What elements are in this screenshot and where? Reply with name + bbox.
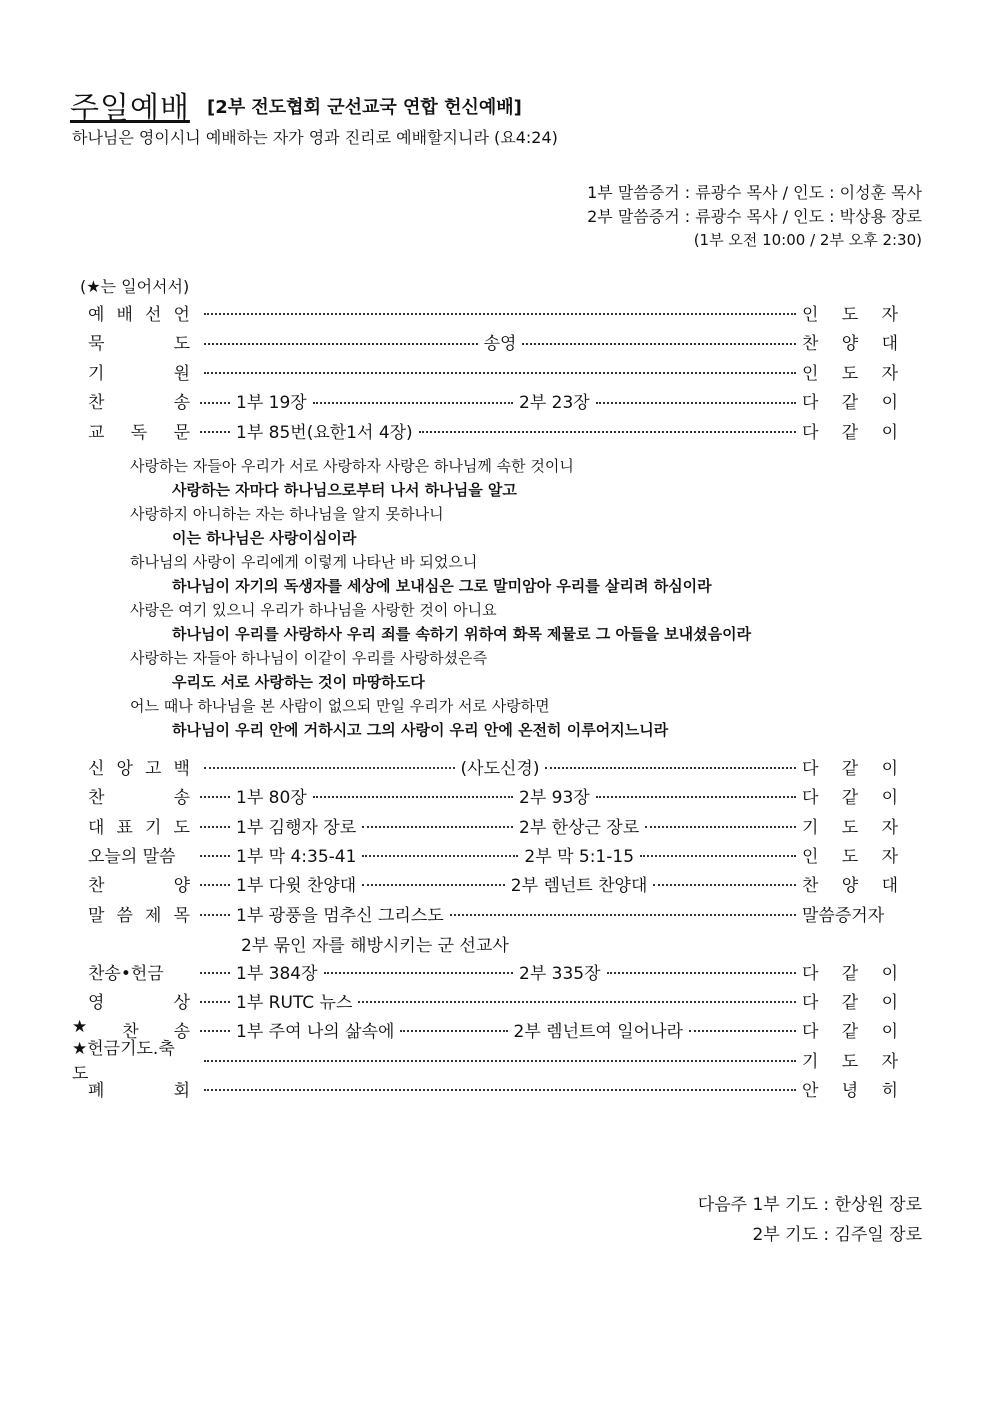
dot-leader — [204, 1060, 796, 1062]
dot-leader — [200, 431, 230, 433]
order-responsible: 다 같 이 — [802, 393, 898, 413]
dot-leader — [204, 343, 478, 345]
reading-leader: 사랑하지 아니하는 자는 하나님을 알지 못하나니 — [130, 505, 444, 523]
reading-people: 하나님이 우리를 사랑하사 우리 죄를 속하기 위하여 화목 제물로 그 아들을 보내셨음이라 — [172, 625, 752, 643]
order-responsible: 찬 양 대 — [802, 334, 899, 354]
order-item-second: 2부 93장 — [519, 787, 590, 808]
dot-leader — [645, 826, 796, 828]
dot-leader — [400, 1030, 507, 1032]
service-times: (1부 오전 10:00 / 2부 오후 2:30) — [693, 231, 922, 249]
dot-leader — [200, 914, 230, 916]
dot-leader — [204, 372, 796, 374]
order-item-second: 2부 렘넌트여 일어나라 — [513, 1021, 683, 1042]
order-label: 찬 양 — [88, 875, 190, 896]
order-responsible: 인 도 자 — [802, 846, 899, 867]
order-responsible: 다 같 이 — [802, 1021, 899, 1042]
reading-leader: 사랑은 여기 있으니 우리가 하나님을 사랑한 것이 아니요 — [130, 601, 497, 619]
preacher-first: 1부 말씀증거 : 류광수 목사 / 인도 : 이성훈 목사 — [587, 183, 922, 202]
reading-leader: 어느 때나 하나님을 본 사람이 없으되 만일 우리가 서로 사랑하면 — [130, 697, 550, 715]
order-responsible: 다 같 이 — [802, 963, 898, 984]
order-label: 교 독 문 — [88, 422, 190, 443]
dot-leader — [607, 972, 796, 974]
order-row — [72, 1075, 898, 1101]
order-item-second: 2부 335장 — [519, 963, 601, 984]
reading-people: 이는 하나님은 사랑이심이라 — [172, 529, 357, 547]
reading-leader: 사랑하는 자들아 우리가 서로 사랑하자 사랑은 하나님께 속한 것이니 — [130, 457, 574, 475]
sermon-title-second: 2부 묶인 자를 해방시키는 군 선교사 — [241, 936, 509, 956]
order-row — [72, 958, 898, 984]
order-row — [72, 870, 898, 896]
standing-note: (★는 일어서서) — [80, 277, 190, 296]
dot-leader — [204, 767, 455, 769]
order-responsible: 인 도 자 — [802, 363, 898, 384]
order-row — [72, 753, 898, 779]
dot-leader — [596, 402, 796, 404]
dot-leader — [362, 826, 513, 828]
order-item-second: 2부 렘넌트 찬양대 — [510, 875, 648, 896]
order-row — [72, 812, 898, 838]
order-responsible: 인 도 자 — [802, 304, 898, 325]
order-label: ★헌금기도.축도 — [72, 1039, 175, 1084]
dot-leader — [200, 796, 230, 798]
order-item-second: 송영 — [483, 334, 517, 354]
page-title: 주일예배 — [70, 91, 190, 126]
dot-leader — [313, 402, 513, 404]
order-responsible: 기 도 자 — [802, 817, 898, 838]
dot-leader — [200, 855, 230, 857]
dot-leader — [419, 431, 796, 433]
dot-leader — [362, 884, 505, 886]
dot-leader — [200, 972, 230, 974]
dot-leader — [450, 914, 796, 916]
order-label: 대 표 기 도 — [88, 817, 190, 838]
order-label: 기 원 — [88, 363, 190, 384]
order-item-second: 2부 한상근 장로 — [519, 817, 640, 838]
dot-leader — [204, 1089, 796, 1091]
order-row — [72, 987, 898, 1013]
order-label: 찬 송 — [88, 393, 190, 413]
reading-people: 하나님이 우리 안에 거하시고 그의 사랑이 우리 안에 온전히 이루어지느니라 — [172, 721, 669, 739]
order-row — [72, 841, 898, 867]
order-item-first: 1부 80장 — [236, 787, 307, 808]
order-label: 예 배 선 언 — [88, 304, 190, 325]
order-item-first: 1부 광풍을 멈추신 그리스도 — [236, 905, 444, 926]
dot-leader — [640, 855, 796, 857]
order-item-second: 2부 막 5:1-15 — [524, 846, 635, 867]
dot-leader — [200, 884, 230, 886]
order-item-first: 1부 RUTC 뉴스 — [236, 992, 353, 1013]
order-label: 영 상 — [88, 992, 190, 1013]
order-label: 말 씀 제 목 — [88, 905, 190, 926]
order-item-first: 1부 막 4:35-41 — [236, 846, 357, 867]
order-row — [72, 900, 898, 926]
order-responsible: 다 같 이 — [802, 992, 898, 1013]
preacher-second: 2부 말씀증거 : 류광수 목사 / 인도 : 박상용 장로 — [587, 207, 922, 226]
order-responsible: 안 녕 히 — [802, 1080, 898, 1101]
order-item-first: 1부 85번(요한1서 4장) — [236, 422, 413, 443]
order-item-first: 1부 다윗 찬양대 — [236, 875, 357, 896]
order-label: ★ 찬 송 — [72, 1016, 190, 1042]
dot-leader — [358, 1001, 796, 1003]
order-label: 오늘의 말씀 — [88, 846, 176, 867]
order-responsible: 다 같 이 — [802, 758, 899, 779]
order-label: 찬 송 — [88, 787, 190, 808]
order-item-first: 1부 주여 나의 삶속에 — [236, 1021, 395, 1042]
next-week-prayer-2: 2부 기도 : 김주일 장로 — [752, 1225, 922, 1245]
next-week-prayer-1: 다음주 1부 기도 : 한상원 장로 — [697, 1195, 922, 1215]
reading-people: 하나님이 자기의 독생자를 세상에 보내심은 그로 말미암아 우리를 살리려 하심이라 — [172, 577, 712, 595]
order-row — [72, 358, 898, 384]
theme-verse: 하나님은 영이시니 예배하는 자가 영과 진리로 예배할지니라 (요4:24) — [72, 128, 558, 147]
order-item-first: 1부 384장 — [236, 963, 318, 984]
reading-people: 사랑하는 자마다 하나님으로부터 나서 하나님을 알고 — [172, 481, 517, 499]
order-responsible: 기 도 자 — [802, 1051, 898, 1072]
order-responsible: 다 같 이 — [802, 422, 898, 443]
dot-leader — [324, 972, 513, 974]
order-row — [72, 1039, 898, 1084]
dot-leader — [653, 884, 796, 886]
order-responsible: 말씀증거자 — [802, 905, 885, 926]
reading-people: 우리도 서로 사랑하는 것이 마땅하도다 — [172, 673, 425, 691]
order-row — [72, 388, 898, 414]
dot-leader — [362, 855, 518, 857]
dot-leader — [204, 313, 796, 315]
order-label: 신 앙 고 백 — [88, 758, 190, 779]
order-responsible: 찬 양 대 — [802, 875, 899, 896]
order-label: 묵 도 — [88, 334, 190, 354]
dot-leader — [545, 767, 796, 769]
order-item-first: 1부 김행자 장로 — [236, 817, 357, 838]
reading-leader: 하나님의 사랑이 우리에게 이렇게 나타난 바 되었으니 — [130, 553, 478, 571]
dot-leader — [200, 402, 230, 404]
dot-leader — [522, 343, 796, 345]
order-row — [72, 417, 898, 443]
page-subtitle: [2부 전도협회 군선교국 연합 헌신예배] — [207, 97, 522, 118]
order-row — [72, 329, 898, 355]
order-item-first: 1부 19장 — [236, 393, 307, 413]
order-item-second: (사도신경) — [460, 758, 540, 779]
dot-leader — [689, 1030, 796, 1032]
dot-leader — [200, 826, 230, 828]
dot-leader — [200, 1001, 230, 1003]
reading-leader: 사랑하는 자들아 하나님이 이같이 우리를 사랑하셨은즉 — [130, 649, 488, 667]
order-label: 찬송•헌금 — [88, 963, 164, 984]
order-row — [72, 299, 898, 325]
dot-leader — [200, 1030, 230, 1032]
order-row — [72, 782, 898, 808]
order-responsible: 다 같 이 — [802, 787, 898, 808]
order-item-second: 2부 23장 — [519, 393, 590, 413]
dot-leader — [313, 796, 513, 798]
dot-leader — [596, 796, 796, 798]
order-label: 폐 회 — [88, 1080, 190, 1101]
